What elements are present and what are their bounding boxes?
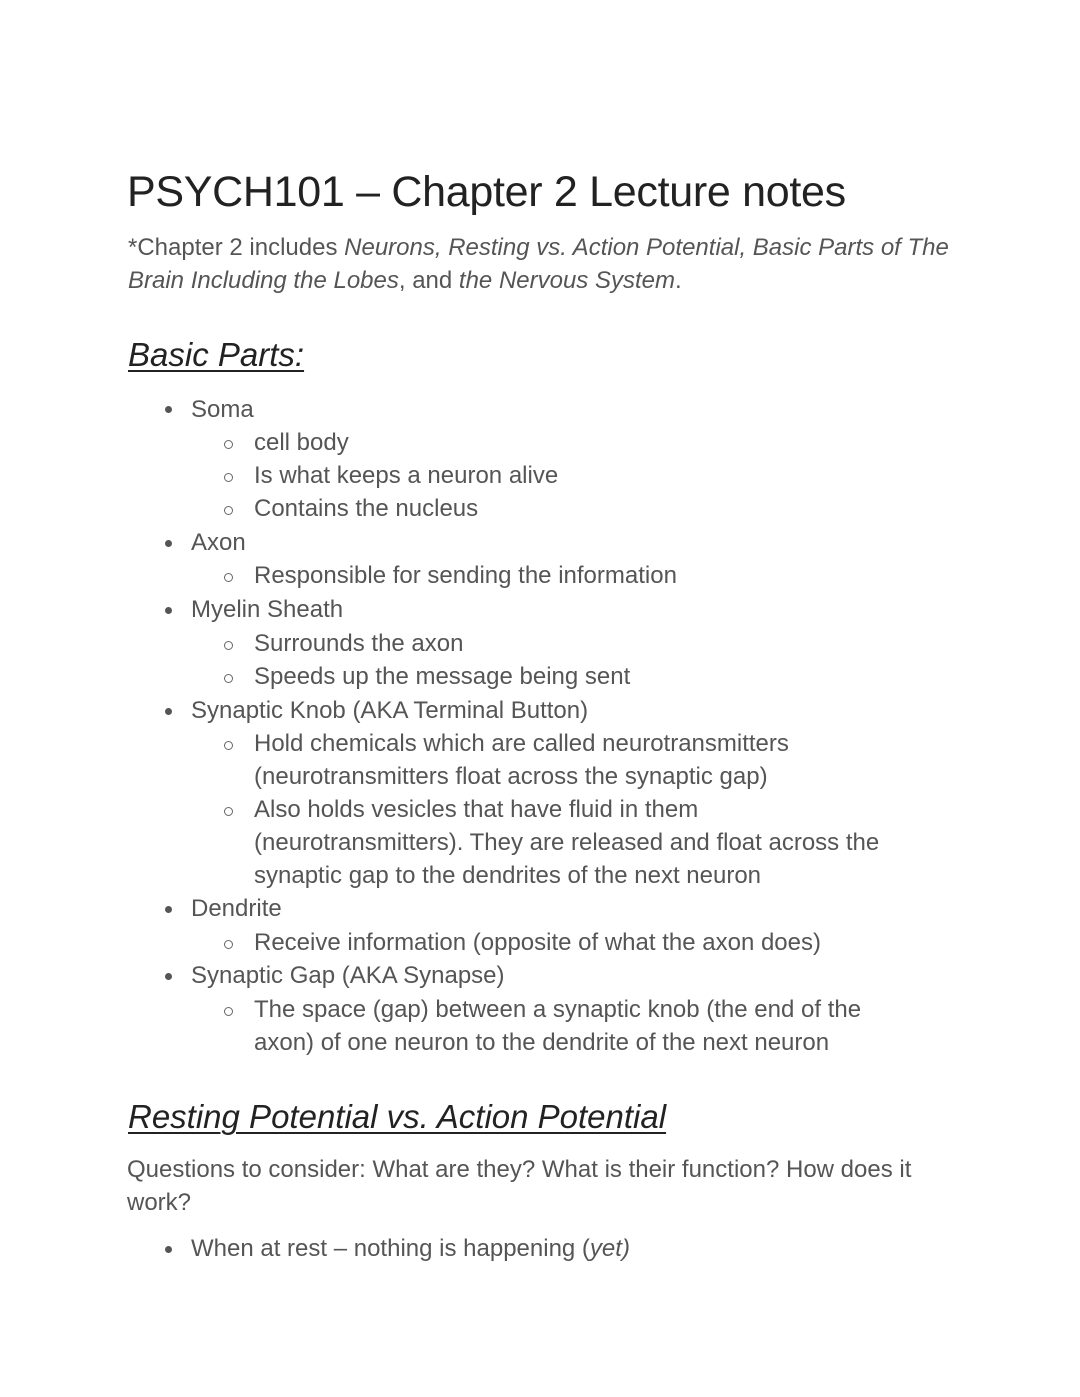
list-item-dendrite: Dendrite <box>191 895 282 922</box>
bullet-circle-icon <box>224 641 233 650</box>
list-item-axon: Axon <box>191 529 246 556</box>
bullet-circle-icon <box>224 573 233 582</box>
sub-item-line: (neurotransmitters). They are released and float across the <box>254 829 880 856</box>
bullet-circle-icon <box>224 440 233 449</box>
list-item-synaptic-knob: Synaptic Knob (AKA Terminal Button) <box>191 697 589 724</box>
sub-item: Surrounds the axon <box>254 630 464 657</box>
item-text: When at rest – nothing is happening ( <box>191 1235 590 1262</box>
bullet-dot-icon <box>165 406 172 413</box>
sub-item: Speeds up the message being sent <box>254 663 631 690</box>
summary-prefix: *Chapter 2 includes <box>128 234 345 261</box>
bullet-circle-icon <box>224 807 233 816</box>
sub-item-line: synaptic gap to the dendrites of the next neuron <box>254 862 762 889</box>
sub-item: Receive information (opposite of what the axon does) <box>254 929 821 956</box>
bullet-circle-icon <box>224 1007 233 1016</box>
sub-item-line: Also holds vesicles that have fluid in them <box>254 796 699 823</box>
bullet-circle-icon <box>224 940 233 949</box>
summary-topics: Neurons, Resting vs. Action Potential, Basic Parts of The Brain Including the Lobes <box>128 234 949 294</box>
summary-topic-nervous-system: the Nervous System <box>458 267 675 294</box>
sub-item: cell body <box>254 429 349 456</box>
bullet-dot-icon <box>165 607 172 614</box>
sub-item: Is what keeps a neuron alive <box>254 462 559 489</box>
sub-item-line: (neurotransmitters float across the synaptic gap) <box>254 763 768 790</box>
bullet-dot-icon <box>165 708 172 715</box>
bullet-dot-icon <box>165 1246 172 1253</box>
list-item-myelin-sheath: Myelin Sheath <box>191 596 344 623</box>
bullet-dot-icon <box>165 906 172 913</box>
sub-item: Responsible for sending the information <box>254 562 677 589</box>
list-item-soma: Soma <box>191 396 254 423</box>
summary-conjunction: , and <box>398 267 459 294</box>
questions-to-consider: Questions to consider: What are they? What is their function? How does it work? <box>127 1156 912 1216</box>
page-title: PSYCH101 – Chapter 2 Lecture notes <box>127 168 846 216</box>
bullet-dot-icon <box>165 973 172 980</box>
sub-item: Contains the nucleus <box>254 495 479 522</box>
summary-suffix: . <box>675 267 682 294</box>
bullet-dot-icon <box>165 540 172 547</box>
chapter-summary <box>128 231 968 297</box>
bullet-circle-icon <box>224 674 233 683</box>
bullet-circle-icon <box>224 473 233 482</box>
item-text-italic: yet) <box>589 1235 630 1262</box>
sub-item-line: The space (gap) between a synaptic knob (the end of the <box>254 996 862 1023</box>
bullet-circle-icon <box>224 741 233 750</box>
section-heading-resting-vs-action-potential: Resting Potential vs. Action Potential <box>128 1098 667 1135</box>
bullet-circle-icon <box>224 506 233 515</box>
sub-item-line: Hold chemicals which are called neurotransmitters <box>254 730 789 757</box>
list-item-when-at-rest <box>191 1232 630 1265</box>
section-heading-basic-parts: Basic Parts: <box>128 336 305 373</box>
sub-item-line: axon) of one neuron to the dendrite of the next neuron <box>254 1029 830 1056</box>
list-item-synaptic-gap: Synaptic Gap (AKA Synapse) <box>191 962 505 989</box>
